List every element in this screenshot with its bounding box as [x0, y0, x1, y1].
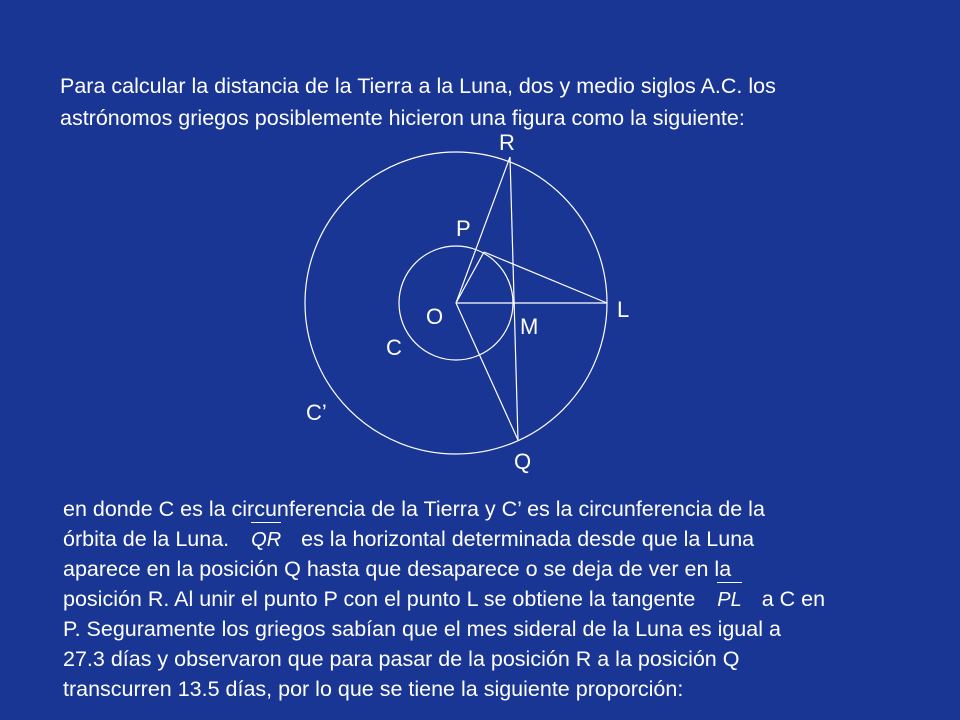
- body-line-5: P. Seguramente los griegos sabían que el mes sideral de la Luna es igual a: [63, 617, 781, 641]
- body-line-1: en donde C es la circunferencia de la Tierra y C’ es la circunferencia de la: [63, 497, 765, 521]
- explanation-text: [63, 494, 923, 704]
- body-line-6: 27.3 días y observaron que para pasar de la posición R a la posición Q: [63, 647, 740, 671]
- label-point-q: Q: [514, 449, 532, 474]
- label-circle-c-prime: C’: [306, 400, 327, 425]
- label-point-o: O: [426, 304, 444, 329]
- body-line-2-end: es la horizontal determinada desde que la Luna: [301, 527, 755, 551]
- chord-qr: [510, 157, 518, 440]
- intro-line-1: Para calcular la distancia de la Tierra a la Luna, dos y medio siglos A.C. los: [60, 74, 776, 98]
- intro-line-2: astrónomos griegos posiblemente hicieron una figura como la siguiente:: [60, 106, 745, 130]
- segment-pl-notation: [717, 585, 741, 615]
- body-line-4-end: a C en: [761, 587, 826, 611]
- segment-pl-label: PL: [717, 589, 742, 611]
- label-point-m: M: [520, 314, 539, 339]
- segment-op: [456, 252, 484, 303]
- segment-qr-notation: [251, 525, 281, 555]
- body-line-3: aparece en la posición Q hasta que desaparece o se deja de ver en la: [63, 557, 732, 581]
- body-line-2: [63, 524, 923, 554]
- overline-bar: [251, 522, 281, 523]
- overline-bar: [717, 582, 741, 583]
- label-circle-c: C: [386, 335, 402, 360]
- label-point-l: L: [617, 297, 630, 322]
- body-line-4-start: posición R. Al unir el punto P con el punto L se obtiene la tangente: [63, 587, 696, 611]
- label-point-p: P: [456, 216, 471, 241]
- body-line-4: [63, 584, 923, 614]
- body-line-2-start: órbita de la Luna.: [63, 527, 230, 551]
- segment-qr-label: QR: [251, 529, 282, 551]
- body-line-7: transcurren 13.5 días, por lo que se tiene la siguiente proporción:: [63, 677, 684, 701]
- label-point-r: R: [499, 130, 515, 155]
- tangent-pl: [484, 252, 607, 303]
